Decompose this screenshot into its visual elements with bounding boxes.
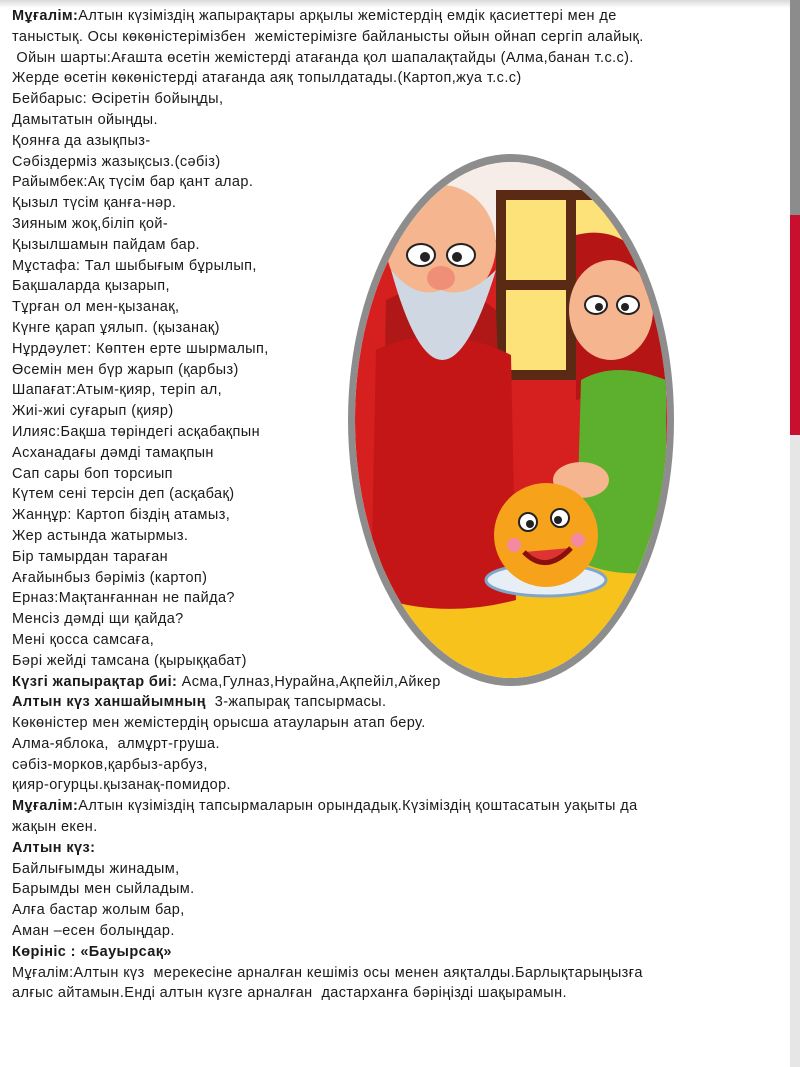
text-line <box>12 505 782 526</box>
text-line <box>12 464 782 485</box>
line-text: қияр-огурцы.қызанақ-помидор. <box>12 777 231 794</box>
line-text: Ерназ:Мақтанғаннан не пайда? <box>12 590 235 607</box>
text-line <box>12 879 782 900</box>
line-text: Өсемін мен бүр жарып (қарбыз) <box>12 361 239 378</box>
line-text: Бәрі жейді тамсана (қырыққабат) <box>12 652 247 669</box>
bold-label: Алтын күз: <box>12 839 96 856</box>
line-text: Асханадағы дәмді тамақпын <box>12 444 214 461</box>
text-line <box>12 193 782 214</box>
bold-label: Алтын күз ханшайымның <box>12 694 206 711</box>
text-line <box>12 568 782 589</box>
text-line <box>12 297 782 318</box>
line-text: Дамытатын ойыңды. <box>12 111 158 128</box>
line-text: Сәбіздерміз жазықсыз.(сәбіз) <box>12 153 221 170</box>
text-line <box>12 672 782 693</box>
text-line <box>12 214 782 235</box>
line-text: Қызылшамын пайдам бар. <box>12 236 200 253</box>
text-line <box>12 48 782 69</box>
line-text: 3-жапырақ тапсырмасы. <box>205 694 387 711</box>
text-line <box>12 547 782 568</box>
text-line <box>12 172 782 193</box>
line-text: таныстық. Осы көкөністерімізбен жемістерімізге байланысты ойын ойнап сергіп алайық. <box>12 28 644 45</box>
line-text: Бейбарыс: Өсіретін бойыңды, <box>12 91 224 108</box>
text-line <box>12 6 782 27</box>
text-line <box>12 401 782 422</box>
line-text: Байлығымды жинадым, <box>12 860 180 877</box>
line-text: жақын екен. <box>12 819 98 836</box>
text-line <box>12 484 782 505</box>
line-text: Алтын күзіміздің тапсырмаларын орындадық.Күзіміздің қоштасатын уақыты да <box>78 798 638 815</box>
line-text: Райымбек:Ақ түсім бар қант алар. <box>12 174 254 191</box>
text-line <box>12 27 782 48</box>
text-line <box>12 256 782 277</box>
text-line <box>12 380 782 401</box>
text-line <box>12 838 782 859</box>
line-text: Жер астында жатырмыз. <box>12 527 189 544</box>
document-text <box>12 6 782 1004</box>
line-text: Менсіз дәмді щи қайда? <box>12 611 184 628</box>
text-line <box>12 817 782 838</box>
line-text: Алға бастар жолым бар, <box>12 902 185 919</box>
line-text: Ағайынбыз бәріміз (картоп) <box>12 569 208 586</box>
text-line <box>12 692 782 713</box>
text-line <box>12 360 782 381</box>
bold-label: Көрініс : «Бауырсақ» <box>12 943 172 960</box>
slide-edge-grey <box>790 0 800 215</box>
line-text: Көкөністер мен жемістердің орысша атауларын атап беру. <box>12 715 426 732</box>
line-text: Нұрдәулет: Көптен ерте шырмалып, <box>12 340 269 357</box>
line-text: Жанңұр: Картоп біздің атамыз, <box>12 507 231 524</box>
line-text: Бақшаларда қызарып, <box>12 278 170 295</box>
text-line <box>12 942 782 963</box>
text-line <box>12 734 782 755</box>
line-text: Күтем сені терсін деп (асқабақ) <box>12 486 235 503</box>
line-text: Илияс:Бақша төріндегі асқабақпын <box>12 423 261 440</box>
line-text: алғыс айтамын.Енді алтын күзге арналған дастарханға бәріңізді шақырамын. <box>12 985 567 1002</box>
line-text: Алма-яблока, алмұрт-груша. <box>12 735 220 752</box>
text-line <box>12 422 782 443</box>
text-line <box>12 276 782 297</box>
text-line <box>12 609 782 630</box>
text-line <box>12 339 782 360</box>
slide-edge-red <box>790 215 800 435</box>
text-line <box>12 152 782 173</box>
line-text: сәбіз-морков,қарбыз-арбуз, <box>12 756 208 773</box>
text-line <box>12 921 782 942</box>
text-line <box>12 859 782 880</box>
line-text: Күнге қарап ұялып. (қызанақ) <box>12 319 220 336</box>
line-text: Мұстафа: Тал шыбығым бұрылып, <box>12 257 257 274</box>
bold-label: Күзгі жапырақтар биі: <box>12 673 178 690</box>
line-text: Мұғалім:Алтын күз мерекесіне арналған кешіміз осы менен аяқталды.Барлықтарыңызға <box>12 964 643 981</box>
text-line <box>12 526 782 547</box>
text-line <box>12 235 782 256</box>
text-line <box>12 318 782 339</box>
line-text: Тұрған ол мен-қызанақ, <box>12 299 180 316</box>
line-text: Алтын күзіміздің жапырақтары арқылы жемістердің емдік қасиеттері мен де <box>78 8 617 24</box>
line-text: Ойын шарты:Ағашта өсетін жемістерді атағанда қол шапалақтайды (Алма,банан т.с.с). <box>12 49 634 66</box>
text-line <box>12 796 782 817</box>
line-text: Қызыл түсім қанға-нәр. <box>12 195 177 212</box>
text-line <box>12 89 782 110</box>
line-text: Жиі-жиі суғарып (қияр) <box>12 403 174 420</box>
line-text: Қоянға да азықпыз- <box>12 132 151 149</box>
text-line <box>12 443 782 464</box>
line-text: Жерде өсетін көкөністерді атағанда аяқ топылдатады.(Картоп,жуа т.с.с) <box>12 70 522 87</box>
text-line <box>12 755 782 776</box>
line-text: Зияным жоқ,біліп қой- <box>12 215 169 232</box>
text-line <box>12 588 782 609</box>
text-line <box>12 630 782 651</box>
slide-edge-light <box>790 435 800 1067</box>
text-line <box>12 68 782 89</box>
text-line <box>12 983 782 1004</box>
text-line <box>12 963 782 984</box>
text-line <box>12 775 782 796</box>
text-line <box>12 651 782 672</box>
line-text: Аман –есен болыңдар. <box>12 923 175 940</box>
line-text: Барымды мен сыйладым. <box>12 881 195 898</box>
text-line <box>12 900 782 921</box>
text-line <box>12 131 782 152</box>
text-line <box>12 713 782 734</box>
line-text: Асма,Гулназ,Нурайна,Ақпейіл,Айкер <box>177 673 441 690</box>
line-text: Шапағат:Атым-қияр, теріп ал, <box>12 382 223 399</box>
line-text: Бір тамырдан тараған <box>12 548 169 565</box>
bold-label: Мұғалім: <box>12 8 79 24</box>
line-text: Мені қосса самсаға, <box>12 631 155 648</box>
line-text: Сап сары боп торсиып <box>12 465 173 482</box>
text-line <box>12 110 782 131</box>
bold-label: Мұғалім: <box>12 798 79 815</box>
